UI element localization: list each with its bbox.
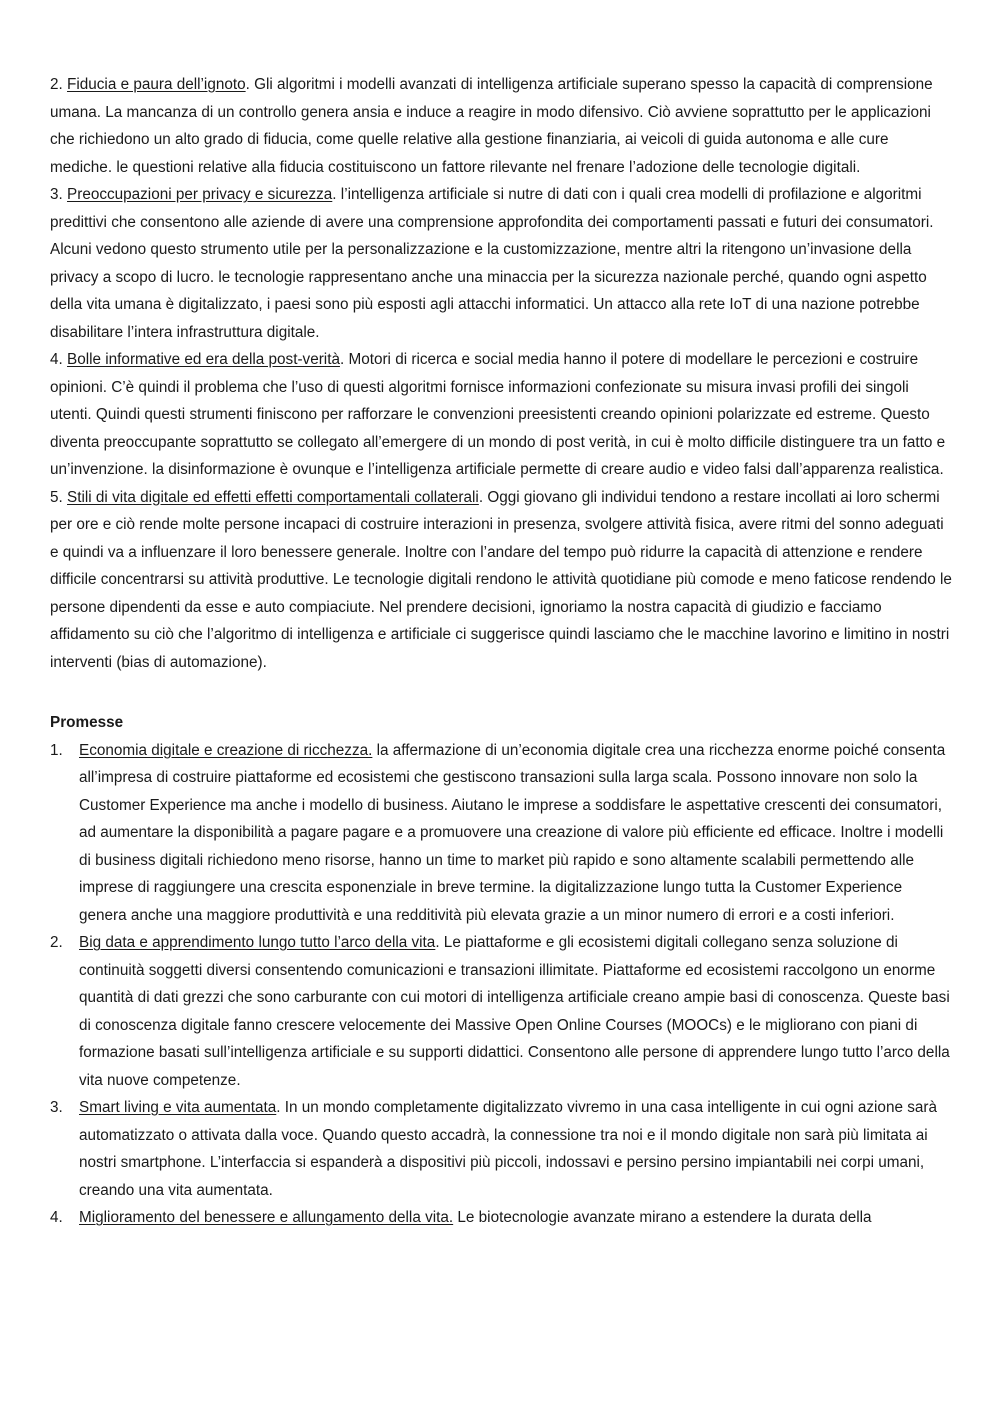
risk-number: 4. [50,351,63,368]
risk-text: . Oggi giovano gli individui tendono a restare incollati ai loro schermi per ore e ciò rende molte persone incapaci di costruire interazioni in presenza, svolgere attività fisica, avere ritmi del sonno adeguati e quindi va a influenzare il loro benessere generale. Inoltre con l’andare del tempo può ridurre la capacità di attenzione e rendere difficile concentrarsi su attività produttive. Le tecnologie digitali rendono le attività quotidiane più comode e meno faticose rendendo le persone dipendenti da esse e auto compiaciute. Nel prendere decisioni, ignoriamo la nostra capacità di giudizio e facciamo affidamento su ciò che l’algoritmo di intelligenza e artificiale ci suggerisce quindi lasciamo che le macchine lavorino e limitino in nostri interventi (bias di automazione). [50,488,952,671]
promise-body [79,929,953,1094]
risk-number: 5. [50,488,63,506]
risk-title: Stili di vita digitale ed effetti effetti comportamentali collaterali [67,488,479,506]
risk-paragraph-5 [50,484,953,677]
promise-body [79,1204,953,1232]
promise-text: la affermazione di un’economia digitale crea una ricchezza enorme poiché consenta all’impresa di costruire piattaforme ed ecosistemi che gestiscono transazioni sulla larga scala. Possono innovare non solo la Customer Experience ma anche i modello di business. Aiutano le imprese a soddisfare le aspettative crescenti dei consumatori, ad aumentare la disponibilità a pagare pagare e a promuovere una creazione di valore più efficiente ed efficace. Inoltre i modelli di business digitali richiedono meno risorse, hanno un time to market più rapido e sono altamente scalabili permettendo alle imprese di raggiungere una crescita esponenziale in breve termine. la digitalizzazione lungo tutta la Customer Experience genera anche una maggiore produttività e una redditività più elevata grazie a un minor numero di errori e a costi inferiori. [79,741,946,924]
promise-body [79,737,953,930]
document-page [50,71,953,1232]
promise-number: 2. [50,934,63,951]
promise-title: Miglioramento del benessere e allungamento della vita. [79,1209,454,1226]
promise-number: 4. [50,1209,63,1226]
risk-text: . Gli algoritmi i modelli avanzati di intelligenza artificiale superano spesso la capacità di comprensione umana. La mancanza di un controllo genera ansia e induce a reagire in modo difensivo. Ciò avviene soprattutto per le applicazioni che richiedono un alto grado di fiducia, come quelle relative alla gestione finanziaria, ai veicoli di guida autonoma e alle cure mediche. le questioni relative alla fiducia costituiscono un fattore rilevante nel frenare l’adozione delle tecnologie digitali. [50,76,933,176]
promise-item-4 [50,1204,953,1232]
promise-number: 1. [50,741,63,759]
promises-heading: Promesse [50,714,124,731]
risk-title: Fiducia e paura dell’ignoto [67,76,246,93]
risk-title: Preoccupazioni per privacy e sicurezza [67,186,333,203]
promise-text: . In un mondo completamente digitalizzato vivremo in una casa intelligente in cui ogni azione sarà automatizzato o attivata dalla voce. Quando questo accadrà, la connessione tra noi e il mondo digitale non sarà più limitata ai nostri smartphone. L’interfaccia si espanderà a dispositivi più piccoli, indossavi e persino persino impiantabili nei corpi umani, creando una vita aumentata. [79,1099,937,1199]
risk-text: . Motori di ricerca e social media hanno il potere di modellare le percezioni e costruire opinioni. C’è quindi il problema che l’uso di questi algoritmi fornisce informazioni confezionate su misura invasi profili dei singoli utenti. Quindi questi strumenti finiscono per rafforzare le convenzioni preesistenti creando opinioni polarizzate ed estreme. Questo diventa preoccupante soprattutto se collegato all’emergere di un mondo di post verità, in cui è molto difficile distinguere tra un fatto e un’invenzione. la disinformazione è ovunque e l’intelligenza artificiale permette di creare audio e video falsi dall’apparenza realistica. [50,351,946,478]
promise-title: Economia digitale e creazione di ricchezza. [79,741,373,759]
risk-number: 2. [50,76,63,93]
promise-title: Big data e apprendimento lungo tutto l’arco della vita [79,934,436,951]
risk-paragraph-2 [50,71,953,181]
promise-body [79,1094,953,1204]
promise-text: Le biotecnologie avanzate mirano a estendere la durata della [453,1209,872,1226]
risk-paragraph-3 [50,181,953,346]
risk-title: Bolle informative ed era della post-verità [67,351,340,368]
promise-title: Smart living e vita aumentata [79,1099,277,1116]
promise-number: 3. [50,1099,63,1116]
promise-text: . Le piattaforme e gli ecosistemi digitali collegano senza soluzione di continuità soggetti diversi consentendo comunicazioni e transazioni illimitate. Piattaforme ed ecosistemi raccolgono un enorme quantità di dati grezzi che sono carburante con cui motori di intelligenza artificiale creano ampie basi di conoscenza. Queste basi di conoscenza digitale fanno crescere velocemente dei Massive Open Online Courses (MOOCs) e le migliorano con piani di formazione basati sull’intelligenza artificiale e su supporti didattici. Consentono alle persone di apprendere lungo tutto l’arco della vita nuove competenze. [79,934,950,1089]
promise-item-3 [50,1094,953,1204]
risk-number: 3. [50,186,63,203]
promise-item-1 [50,737,953,930]
promise-item-2 [50,929,953,1094]
risk-paragraph-4 [50,346,953,484]
risk-text: . l’intelligenza artificiale si nutre di dati con i quali crea modelli di profilazione e algoritmi predittivi che consentono alle aziende di avere una comprensione approfondita dei comportamenti passati e futuri dei consumatori. Alcuni vedono questo strumento utile per la personalizzazione e la customizzazione, mentre altri la ritengono un’invasione della privacy a scopo di lucro. le tecnologie rappresentano anche una minaccia per la sicurezza nazionale perché, quando ogni aspetto della vita umana è digitalizzato, i paesi sono più esposti agli attacchi informatici. Un attacco alla rete IoT di una nazione potrebbe disabilitare l’intera infrastruttura digitale. [50,186,934,341]
